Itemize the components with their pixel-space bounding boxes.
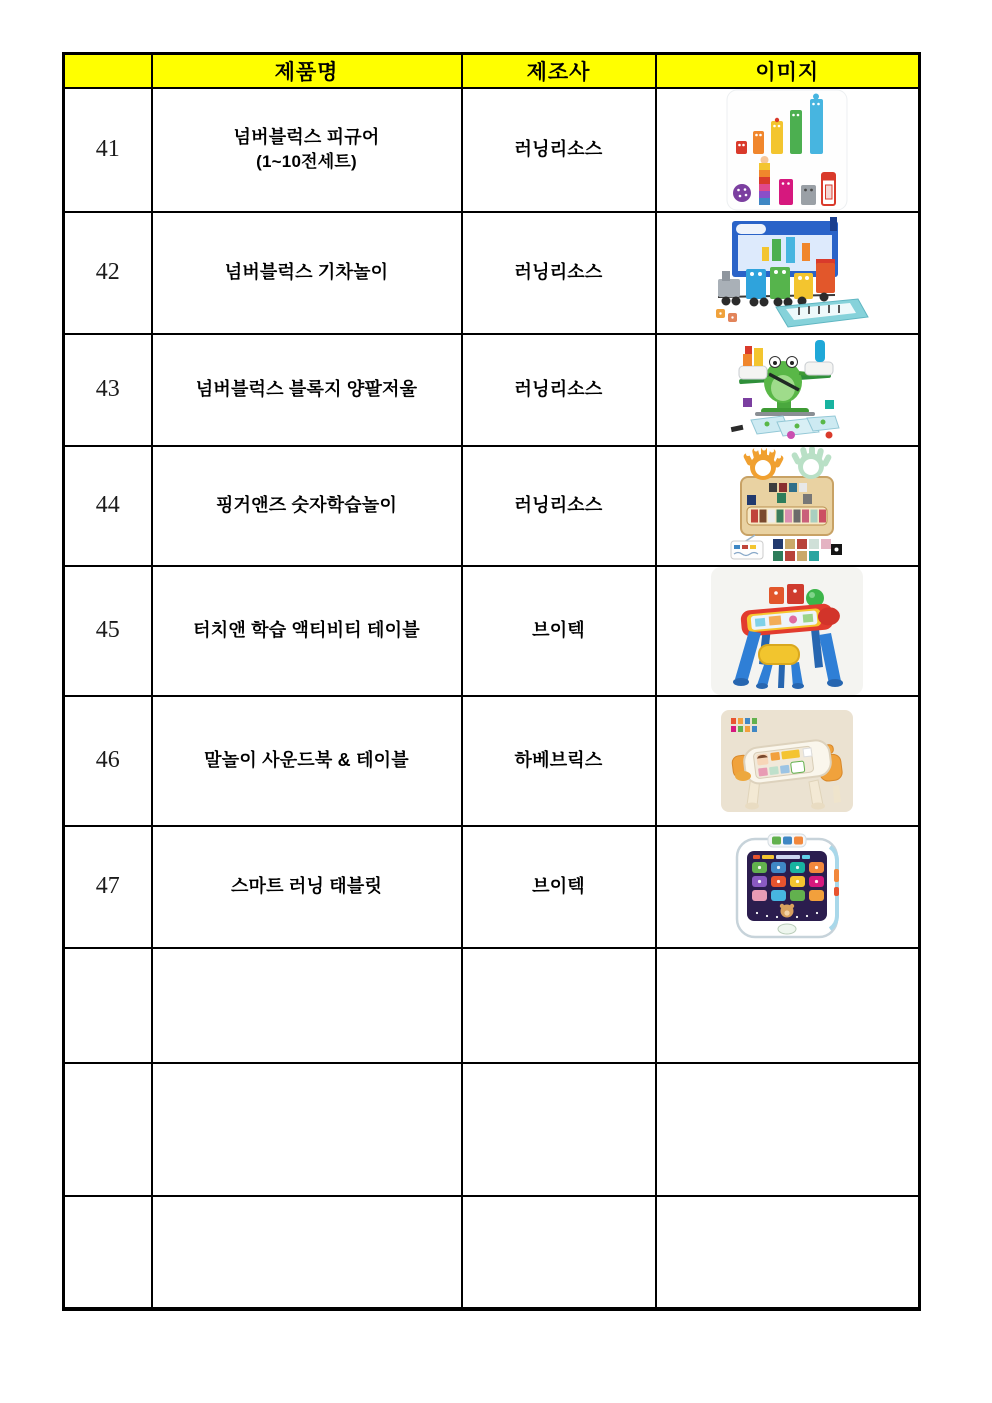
product-image-finger-counting-board: [725, 447, 849, 565]
image-cell: [656, 212, 920, 334]
image-cell: [656, 696, 920, 826]
product-image-numberblocks-train-set: [702, 217, 872, 329]
row-number-cell: 45: [64, 566, 152, 696]
row-number-cell: 41: [64, 88, 152, 212]
header-no: [64, 54, 152, 88]
product-name: 터치앤 학습 액티비티 테이블: [193, 620, 420, 641]
product-image-soundbook-table: [721, 710, 853, 812]
manufacturer-cell: 러닝리소스: [462, 446, 656, 566]
product-name-cell: [152, 446, 462, 566]
image-cell: [656, 1063, 920, 1196]
table-row: [64, 566, 920, 696]
manufacturer-cell: 러닝리소스: [462, 88, 656, 212]
table-row: [64, 1196, 920, 1309]
image-cell: [656, 826, 920, 948]
product-image-frog-balance-scale: [725, 338, 849, 442]
product-name-cell: [152, 1196, 462, 1309]
product-name-cell: [152, 1063, 462, 1196]
product-image-activity-table: [711, 567, 863, 695]
row-number-cell: [64, 948, 152, 1063]
table-row: [64, 1063, 920, 1196]
header-product-name: 제품명: [152, 54, 462, 88]
product-table: [62, 52, 921, 1311]
image-cell: [656, 334, 920, 446]
row-number-cell: 42: [64, 212, 152, 334]
manufacturer-cell: 브이텍: [462, 826, 656, 948]
manufacturer-cell: [462, 1196, 656, 1309]
table-row: [64, 826, 920, 948]
row-number-cell: 46: [64, 696, 152, 826]
product-name-cell: [152, 696, 462, 826]
product-image-learning-tablet: [721, 831, 853, 943]
product-name-cell: [152, 88, 462, 212]
row-number-cell: 47: [64, 826, 152, 948]
image-cell: [656, 948, 920, 1063]
table-row: [64, 696, 920, 826]
header-manufacturer: 제조사: [462, 54, 656, 88]
manufacturer-cell: [462, 1063, 656, 1196]
product-image-numberblocks-figures: [726, 89, 848, 211]
product-name-cell: [152, 948, 462, 1063]
manufacturer-cell: 러닝리소스: [462, 212, 656, 334]
row-number-cell: 43: [64, 334, 152, 446]
manufacturer-cell: [462, 948, 656, 1063]
row-number-cell: [64, 1063, 152, 1196]
product-name: 핑거앤즈 숫자학습놀이: [215, 495, 398, 516]
header-image: 이미지: [656, 54, 920, 88]
table-header-row: [64, 54, 920, 88]
image-cell: [656, 1196, 920, 1309]
row-number-cell: [64, 1196, 152, 1309]
table-row: [64, 334, 920, 446]
table-row: [64, 948, 920, 1063]
product-name: 말놀이 사운드북 & 테이블: [204, 750, 409, 771]
manufacturer-cell: 브이텍: [462, 566, 656, 696]
image-cell: [656, 88, 920, 212]
product-name-cell: [152, 826, 462, 948]
product-name: 넘버블럭스 기차놀이: [224, 262, 389, 283]
manufacturer-cell: 러닝리소스: [462, 334, 656, 446]
row-number-cell: 44: [64, 446, 152, 566]
table-row: [64, 88, 920, 212]
product-name: 넘버블럭스 블록지 양팔저울: [195, 379, 418, 400]
image-cell: [656, 446, 920, 566]
product-name-cell: [152, 212, 462, 334]
product-name: 스마트 러닝 태블릿: [230, 876, 383, 897]
product-name-cell: [152, 566, 462, 696]
table-row: [64, 212, 920, 334]
table-row: [64, 446, 920, 566]
product-name-cell: [152, 334, 462, 446]
manufacturer-cell: 하베브릭스: [462, 696, 656, 826]
image-cell: [656, 566, 920, 696]
product-name-subtitle: (1~10전세트): [256, 151, 357, 171]
product-name: 넘버블럭스 피규어: [233, 127, 380, 148]
